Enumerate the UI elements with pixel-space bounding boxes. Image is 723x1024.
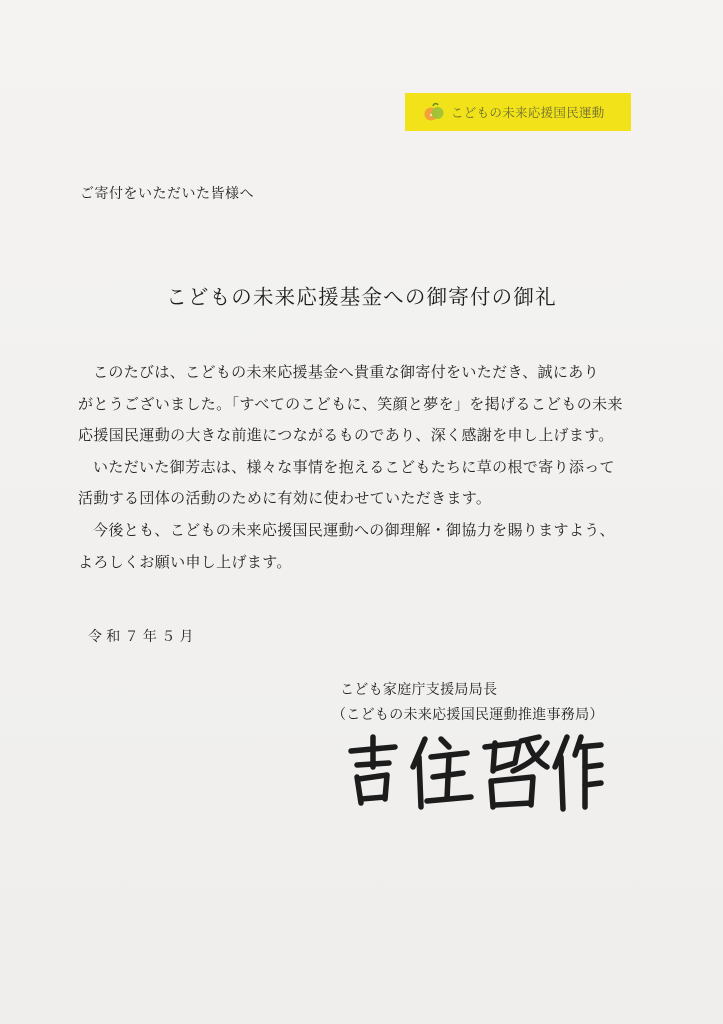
body-line: いただいた御芳志は、様々な事情を抱えるこどもたちに草の根で寄り添って (93, 457, 615, 476)
logo-banner (405, 93, 631, 131)
logo-icon (423, 102, 445, 122)
signer-block (332, 678, 604, 728)
signer-title: こども家庭庁支援局局長 (340, 682, 498, 698)
body-line: 応援国民運動の大きな前進につながるものであり、深く感謝を申し上げます。 (78, 426, 614, 445)
letter-title: こどもの未来応援基金への御寄付の御礼 (166, 285, 557, 309)
handwritten-signature (343, 733, 605, 813)
letter-body (78, 357, 653, 578)
body-line: がとうございました。「すべてのこどもに、笑顔と夢を」を掲げるこどもの未来 (78, 394, 623, 413)
body-line: よろしくお願い申し上げます。 (78, 552, 292, 571)
body-line: 活動する団体の活動のために有効に使わせていただきます。 (78, 489, 492, 508)
logo-text: こどもの未来応援国民運動 (451, 105, 605, 120)
body-line: 今後とも、こどもの未来応援国民運動への御理解・御協力を賜りますよう、 (93, 520, 615, 539)
letter-date: 令和７年５月 (88, 629, 198, 645)
signer-org: （こどもの未来応援国民運動推進事務局） (332, 707, 604, 723)
body-line: このたびは、こどもの未来応援基金へ貴重な御寄付をいただき、誠にあり (93, 363, 599, 381)
salutation: ご寄付をいただいた皆様へ (80, 186, 254, 202)
